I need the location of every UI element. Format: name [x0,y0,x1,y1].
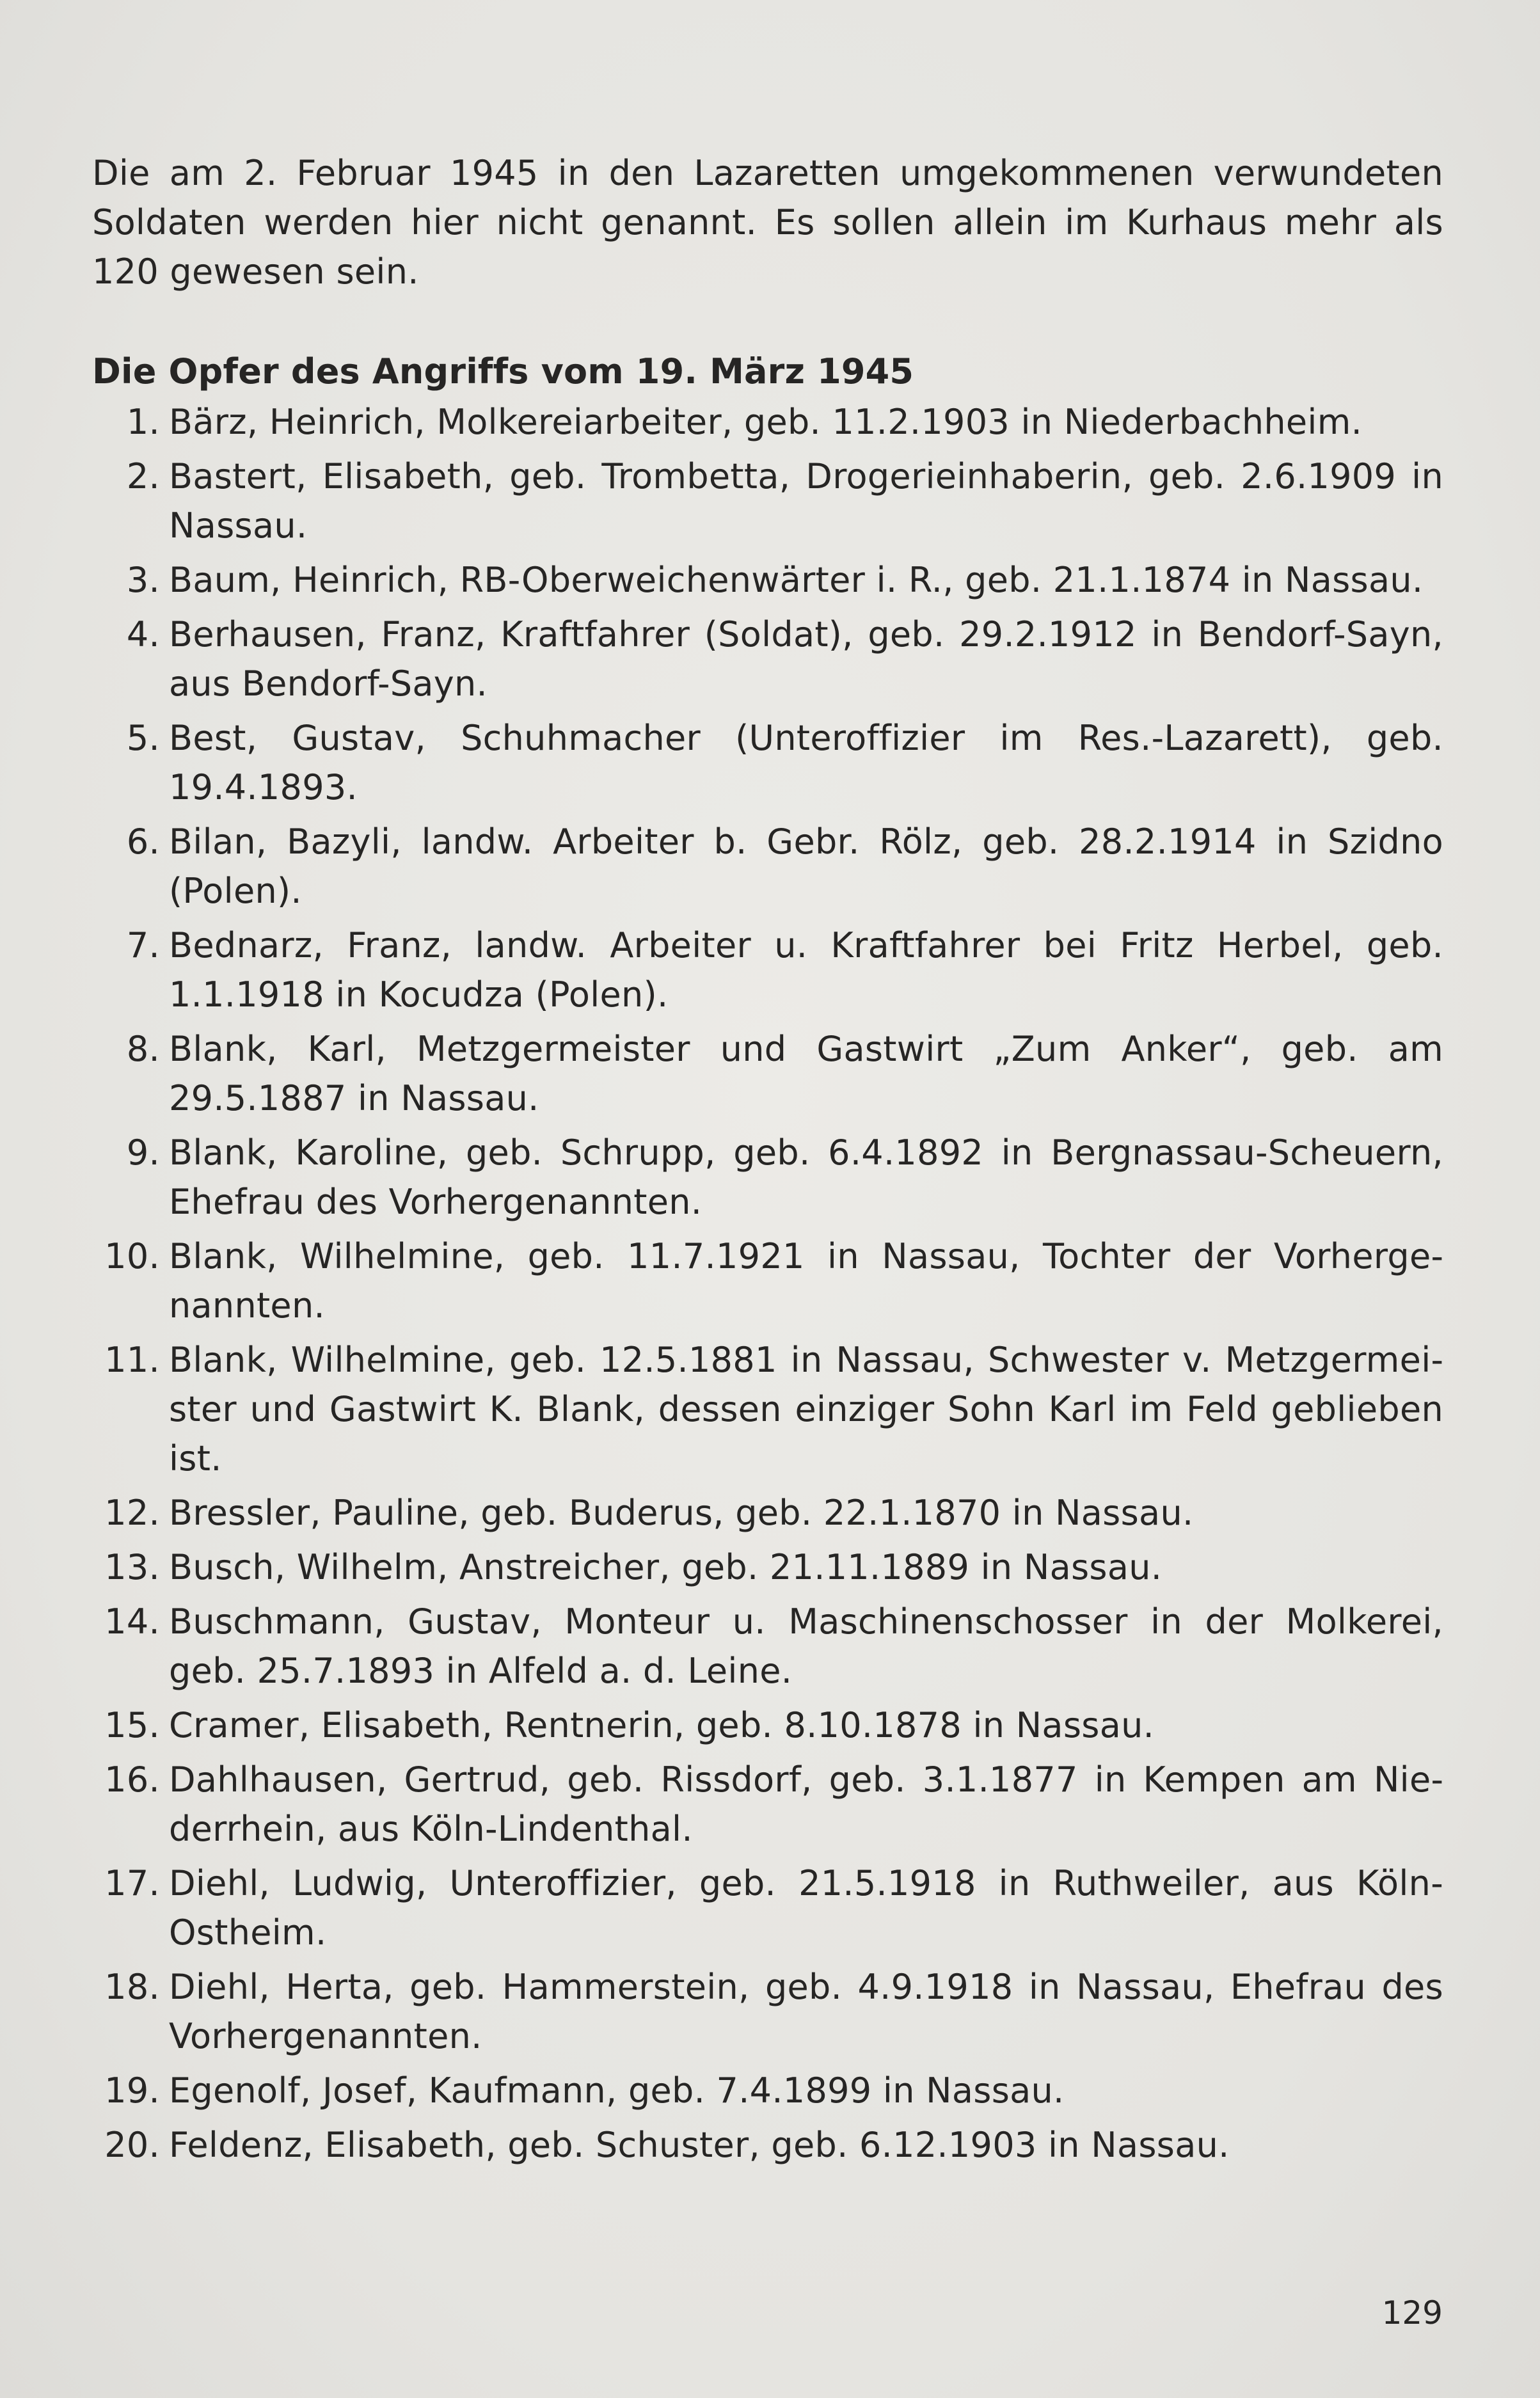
list-item [92,1128,1443,1227]
entry-number: 18. [104,1967,160,2007]
entry-number: 16. [104,1759,160,1800]
entry-number: 17. [104,1863,160,1903]
entry-number: 11. [104,1340,160,1380]
entry-number: 12. [104,1493,160,1533]
list-item [92,921,1443,1019]
entry-number: 6. [126,822,160,862]
entry-number: 14. [104,1601,160,1642]
list-item [92,1024,1443,1123]
list-item [92,817,1443,916]
entry-number: 9. [126,1132,160,1173]
entry-number: 7. [126,925,160,965]
entry-text: Dahlhausen, Gertrud, geb. Rissdorf, geb. 3.1.1877 in Kempen am Niederrhein, aus Köln-Lindenthal. [169,1759,1443,1849]
entry-text: Busch, Wilhelm, Anstreicher, geb. 21.11.1889 in Nassau. [169,1547,1163,1587]
entry-number: 1. [126,402,160,442]
entry-text: Blank, Karl, Metzgermeister und Gastwirt „Zum Anker“, geb. am 29.5.1887 in Nassau. [169,1029,1443,1118]
entry-text: Blank, Wilhelmine, geb. 11.7.1921 in Nassau, Tochter der Vorhergenannten. [169,1236,1443,1326]
entry-number: 8. [126,1029,160,1069]
list-item [92,555,1443,605]
entry-number: 20. [104,2125,160,2165]
entry-number: 5. [126,718,160,758]
entry-text: Buschmann, Gustav, Monteur u. Maschinenschosser in der Molkerei, geb. 25.7.1893 in Alfeld a. d. Leine. [169,1601,1443,1691]
list-item [92,1701,1443,1750]
list-item [92,452,1443,550]
list-item [92,610,1443,708]
list-item [92,1597,1443,1695]
list-item [92,2120,1443,2170]
victims-list [92,397,1443,2170]
entry-text: Bednarz, Franz, landw. Arbeiter u. Kraftfahrer bei Fritz Herbel, geb. 1.1.1918 in Kocudza (Polen). [169,925,1443,1015]
entry-text: Bastert, Elisabeth, geb. Trombetta, Drogerieinhaberin, geb. 2.6.1909 in Nassau. [169,456,1443,546]
intro-paragraph: Die am 2. Februar 1945 in den Lazaretten umgekommenen verwundeten Soldaten werden hier nicht genannt. Es sollen allein im Kurhaus mehr als 120 gewesen sein. [92,153,1443,292]
entry-text: Blank, Wilhelmine, geb. 12.5.1881 in Nassau, Schwester v. Metzgermeister und Gastwirt K. Blank, dessen einziger Sohn Karl im Feld geblieben ist. [169,1340,1443,1479]
entry-number: 19. [104,2070,160,2111]
entry-text: Egenolf, Josef, Kaufmann, geb. 7.4.1899 in Nassau. [169,2070,1065,2111]
entry-text: Diehl, Herta, geb. Hammerstein, geb. 4.9.1918 in Nassau, Ehefrau des Vorhergenannten. [169,1967,1443,2056]
entry-text: Blank, Karoline, geb. Schrupp, geb. 6.4.1892 in Bergnassau-Scheuern, Ehefrau des Vorhergenannten. [169,1132,1443,1222]
list-item [92,1488,1443,1537]
list-item [92,1755,1443,1854]
list-item [92,713,1443,812]
entry-text: Baum, Heinrich, RB-Oberweichenwärter i. R., geb. 21.1.1874 in Nassau. [169,560,1424,600]
entry-text: Bärz, Heinrich, Molkereiarbeiter, geb. 11.2.1903 in Niederbachheim. [169,402,1363,442]
entry-text: Best, Gustav, Schuhmacher (Unteroffizier im Res.-Lazarett), geb. 19.4.1893. [169,718,1443,807]
list-item [92,2066,1443,2115]
list-item [92,1232,1443,1330]
entry-number: 10. [104,1236,160,1276]
entry-number: 13. [104,1547,160,1587]
list-item [92,397,1443,447]
page-content [92,148,1443,2175]
entry-number: 3. [126,560,160,600]
entry-number: 15. [104,1705,160,1745]
list-item [92,1859,1443,1957]
section-heading: Die Opfer des Angriffs vom 19. März 1945 [92,351,914,392]
entry-text: Bressler, Pauline, geb. Buderus, geb. 22.1.1870 in Nassau. [169,1493,1194,1533]
entry-text: Feldenz, Elisabeth, geb. Schuster, geb. 6.12.1903 in Nassau. [169,2125,1230,2165]
list-item [92,1543,1443,1592]
entry-text: Berhausen, Franz, Kraftfahrer (Soldat), geb. 29.2.1912 in Bendorf-Sayn, aus Bendorf-Sayn. [169,614,1443,704]
entry-number: 4. [126,614,160,655]
entry-text: Bilan, Bazyli, landw. Arbeiter b. Gebr. Rölz, geb. 28.2.1914 in Szidno (Polen). [169,822,1443,911]
list-item [92,1962,1443,2061]
entry-number: 2. [126,456,160,496]
entry-text: Diehl, Ludwig, Unteroffizier, geb. 21.5.1918 in Ruthweiler, aus Köln-Ostheim. [169,1863,1443,1953]
list-item [92,1335,1443,1483]
entry-text: Cramer, Elisabeth, Rentnerin, geb. 8.10.1878 in Nassau. [169,1705,1155,1745]
page-number: 129 [1381,2294,1443,2331]
